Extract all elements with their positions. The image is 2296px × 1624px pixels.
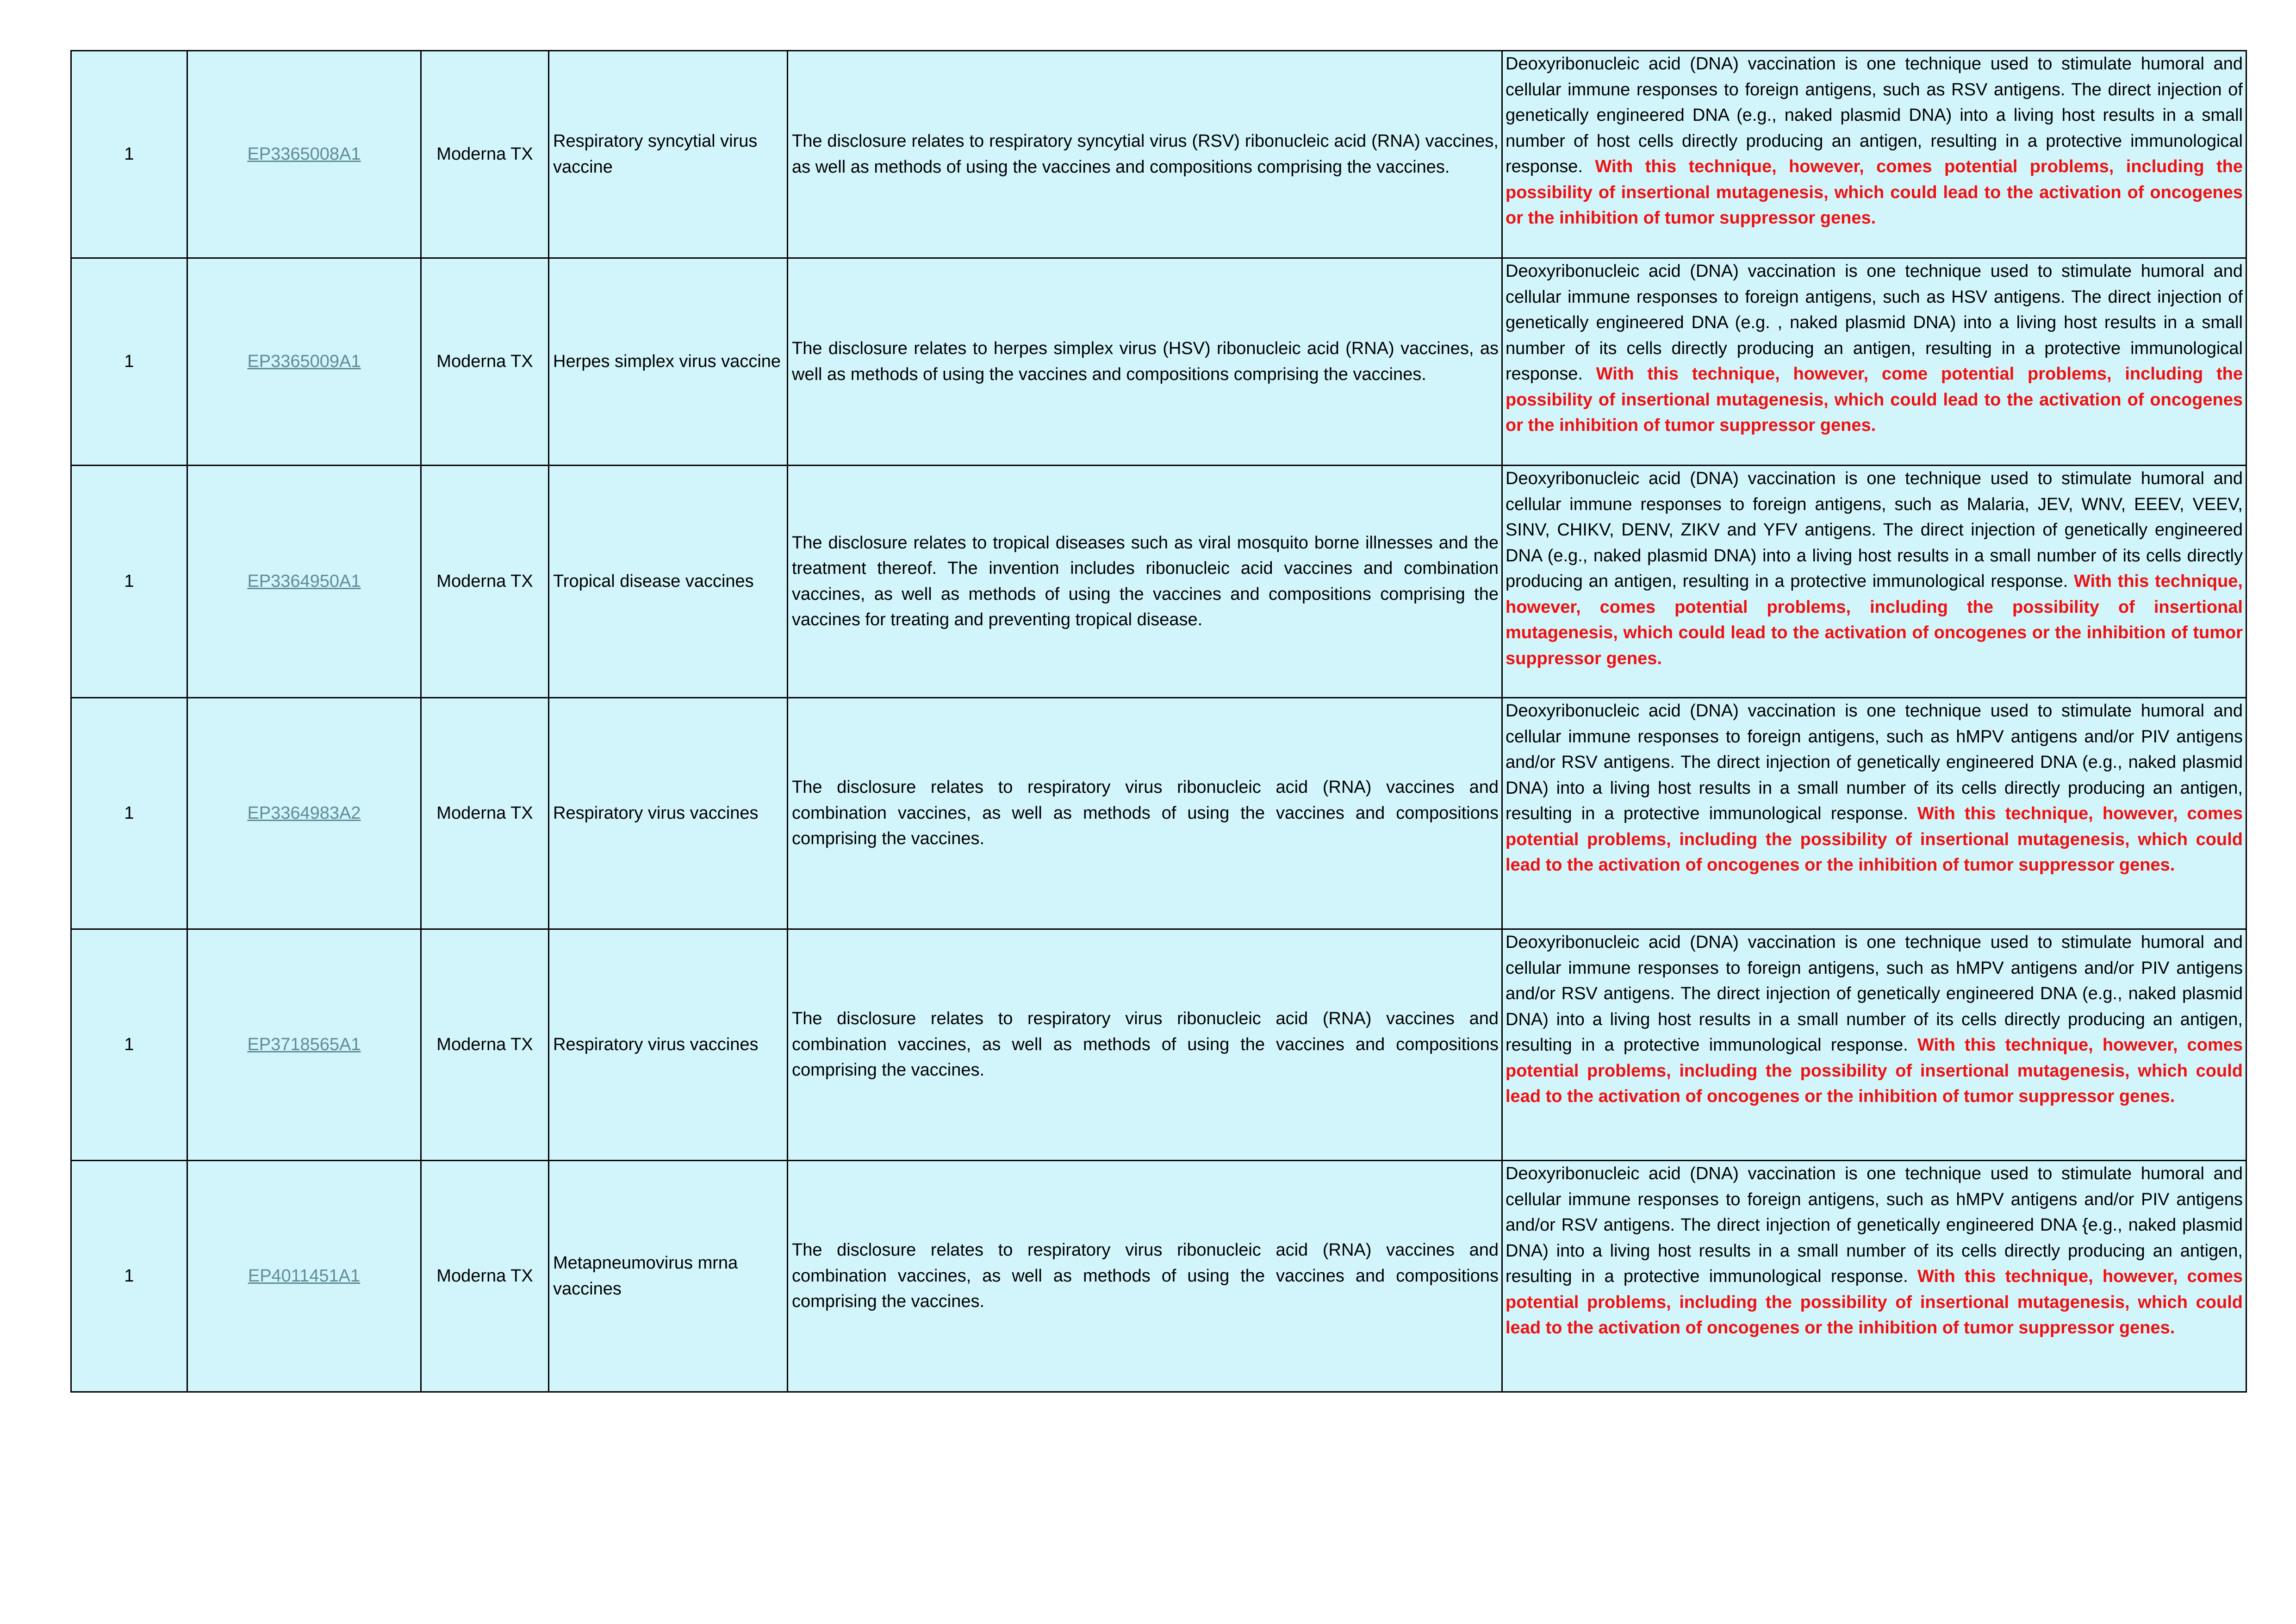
- table-row: [71, 258, 2246, 466]
- note-cell: [1502, 258, 2246, 466]
- note-cell: [1502, 1161, 2246, 1392]
- note-warning: With this technique, however, comes potential problems, including the possibility of insertional mutagenesis, which could lead to the activation of oncogenes or the inhibition of tumor suppressor genes.: [1506, 1035, 2243, 1106]
- note-warning: With this technique, however, comes potential problems, including the possibility of insertional mutagenesis, which could lead to the activation of oncogenes or the inhibition of tumor suppressor genes.: [1506, 1267, 2243, 1338]
- note-text: Deoxyribonucleic acid (DNA) vaccination is one technique used to stimulate humoral and cellular immune responses to foreign antigens, such as hMPV antigens and/or PIV antigens and/or RSV antigens. The direct injection of genetically engineered DNA (e.g., naked plasmid DNA) into a living host results in a small number of its cells directly producing an antigen, resulting in a protective immunological response.: [1506, 933, 2243, 1055]
- row-index: 1: [71, 698, 187, 929]
- note-text: Deoxyribonucleic acid (DNA) vaccination is one technique used to stimulate humoral and cellular immune responses to foreign antigens, such as hMPV antigens and/or PIV antigens and/or RSV antigens. The direct injection of genetically engineered DNA {e.g., naked plasmid DNA) into a living host results in a small number of its cells directly producing an antigen, resulting in a protective immunological response.: [1506, 1164, 2243, 1286]
- abstract-cell: The disclosure relates to respiratory virus ribonucleic acid (RNA) vaccines and combination vaccines, as well as methods of using the vaccines and compositions comprising the vaccines.: [788, 698, 1502, 929]
- patent-link[interactable]: EP4011451A1: [248, 1266, 361, 1286]
- applicant-cell: Moderna TX: [421, 258, 549, 466]
- note-text: Deoxyribonucleic acid (DNA) vaccination is one technique used to stimulate humoral and cellular immune responses to foreign antigens, such as hMPV antigens and/or PIV antigens and/or RSV antigens. The direct injection of genetically engineered DNA (e.g., naked plasmid DNA) into a living host results in a small number of its cells directly producing an antigen, resulting in a protective immunological response.: [1506, 701, 2243, 823]
- applicant-cell: Moderna TX: [421, 1161, 549, 1392]
- patent-link[interactable]: EP3364983A2: [247, 803, 361, 823]
- note-warning: With this technique, however, comes potential problems, including the possibility of insertional mutagenesis, which could lead to the activation of oncogenes or the inhibition of tumor suppressor genes.: [1506, 157, 2243, 228]
- patent-link[interactable]: EP3365008A1: [247, 144, 361, 164]
- title-cell: Herpes simplex virus vaccine: [549, 258, 788, 466]
- note-cell: [1502, 698, 2246, 929]
- note-warning: With this technique, however, come potential problems, including the possibility of insertional mutagenesis, which could lead to the activation of oncogenes or the inhibition of tumor suppressor genes.: [1506, 364, 2243, 435]
- note-cell: [1502, 51, 2246, 258]
- title-cell: Tropical disease vaccines: [549, 466, 788, 698]
- note-text: Deoxyribonucleic acid (DNA) vaccination is one technique used to stimulate humoral and cellular immune responses to foreign antigens, such as HSV antigens. The direct injection of genetically engineered DNA (e.g. , naked plasmid DNA) into a living host results in a small number of its cells directly producing an antigen, resulting in a protective immunological response.: [1506, 261, 2243, 384]
- abstract-cell: The disclosure relates to respiratory syncytial virus (RSV) ribonucleic acid (RNA) vaccines, as well as methods of using the vaccines and compositions comprising the vaccines.: [788, 51, 1502, 258]
- title-cell: Respiratory virus vaccines: [549, 929, 788, 1161]
- table-row: [71, 51, 2246, 258]
- applicant-cell: Moderna TX: [421, 466, 549, 698]
- patent-table: [70, 50, 2247, 1393]
- row-index: 1: [71, 51, 187, 258]
- row-index: 1: [71, 929, 187, 1161]
- patent-link[interactable]: EP3364950A1: [247, 571, 361, 591]
- patent-link[interactable]: EP3365009A1: [247, 351, 361, 371]
- patent-link[interactable]: EP3718565A1: [247, 1034, 361, 1054]
- abstract-cell: The disclosure relates to herpes simplex virus (HSV) ribonucleic acid (RNA) vaccines, as well as methods of using the vaccines and compositions comprising the vaccines.: [788, 258, 1502, 466]
- applicant-cell: Moderna TX: [421, 929, 549, 1161]
- abstract-cell: The disclosure relates to tropical diseases such as viral mosquito borne illnesses and the treatment thereof. The invention includes ribonucleic acid vaccines and combination vaccines, as well as methods of using the vaccines and compositions comprising the vaccines for treating and preventing tropical disease.: [788, 466, 1502, 698]
- table-row: [71, 929, 2246, 1161]
- title-cell: Metapneumovirus mrna vaccines: [549, 1161, 788, 1392]
- note-cell: [1502, 466, 2246, 698]
- row-index: 1: [71, 258, 187, 466]
- note-warning: With this technique, however, comes potential problems, including the possibility of insertional mutagenesis, which could lead to the activation of oncogenes or the inhibition of tumor suppressor genes.: [1506, 804, 2243, 875]
- table-row: [71, 1161, 2246, 1392]
- row-index: 1: [71, 466, 187, 698]
- table-row: [71, 698, 2246, 929]
- note-text: Deoxyribonucleic acid (DNA) vaccination is one technique used to stimulate humoral and cellular immune responses to foreign antigens, such as Malaria, JEV, WNV, EEEV, VEEV, SINV, CHIKV, DENV, ZIKV and YFV antigens. The direct injection of genetically engineered DNA (e.g., naked plasmid DNA) into a living host results in a small number of its cells directly producing an antigen, resulting in a protective immunological response.: [1506, 469, 2243, 591]
- title-cell: Respiratory syncytial virus vaccine: [549, 51, 788, 258]
- abstract-cell: The disclosure relates to respiratory virus ribonucleic acid (RNA) vaccines and combination vaccines, as well as methods of using the vaccines and compositions comprising the vaccines.: [788, 1161, 1502, 1392]
- table-row: [71, 466, 2246, 698]
- note-warning: With this technique, however, comes potential problems, including the possibility of insertional mutagenesis, which could lead to the activation of oncogenes or the inhibition of tumor suppressor genes.: [1506, 572, 2243, 668]
- abstract-cell: The disclosure relates to respiratory virus ribonucleic acid (RNA) vaccines and combination vaccines, as well as methods of using the vaccines and compositions comprising the vaccines.: [788, 929, 1502, 1161]
- applicant-cell: Moderna TX: [421, 51, 549, 258]
- applicant-cell: Moderna TX: [421, 698, 549, 929]
- title-cell: Respiratory virus vaccines: [549, 698, 788, 929]
- note-text: Deoxyribonucleic acid (DNA) vaccination is one technique used to stimulate humoral and cellular immune responses to foreign antigens, such as RSV antigens. The direct injection of genetically engineered DNA (e.g., naked plasmid DNA) into a living host results in a small number of host cells directly producing an antigen, resulting in a protective immunological response.: [1506, 54, 2243, 176]
- note-cell: [1502, 929, 2246, 1161]
- row-index: 1: [71, 1161, 187, 1392]
